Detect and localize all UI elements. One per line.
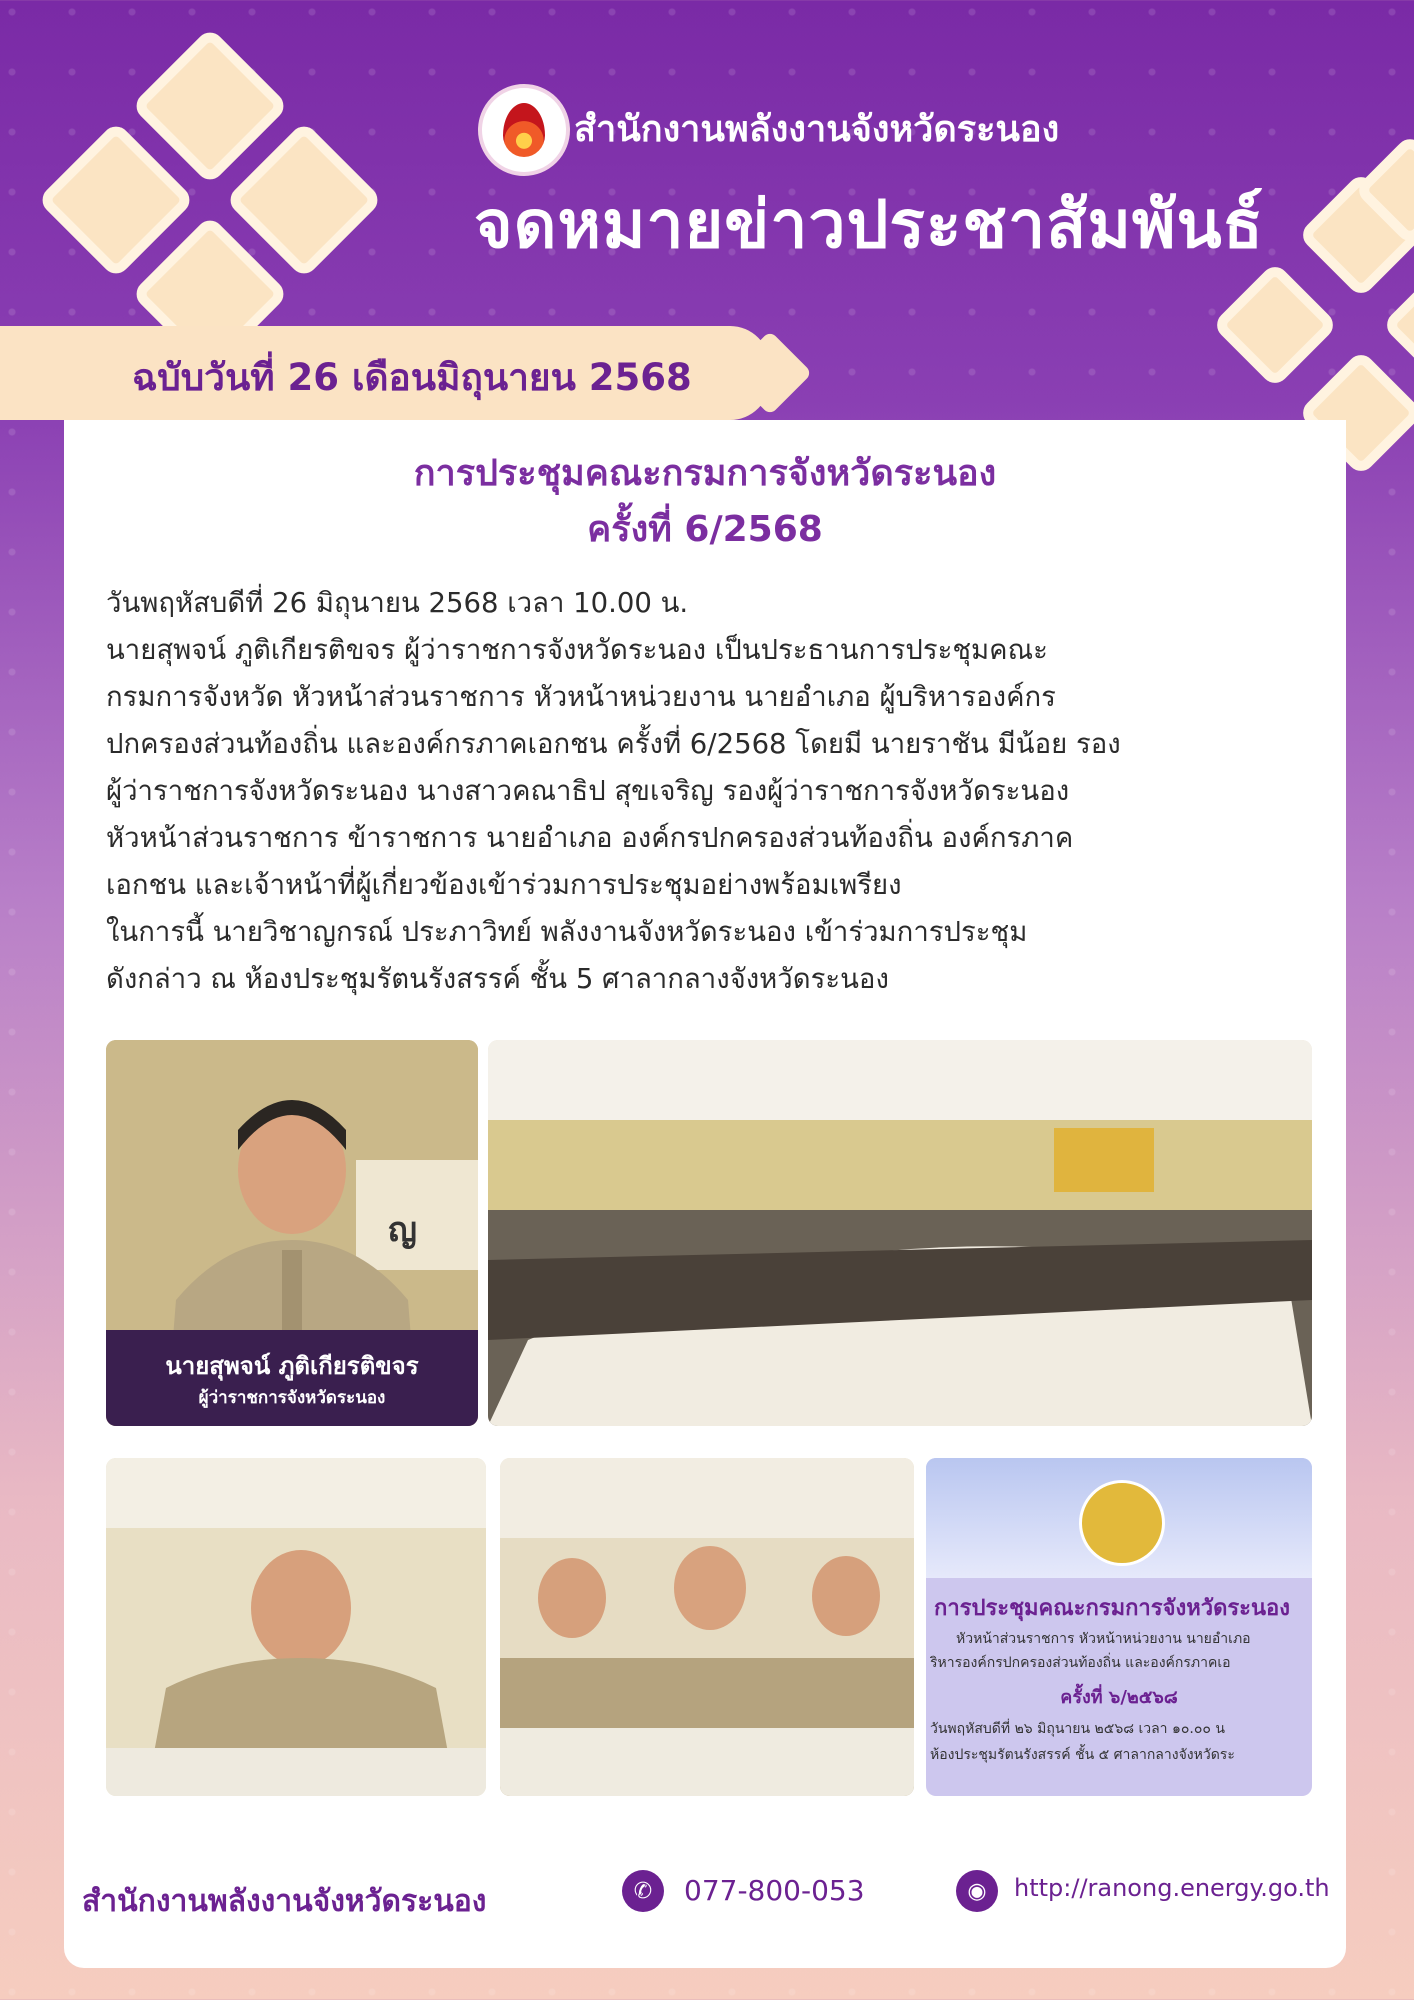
flower-ornament-topright <box>1370 150 1414 230</box>
screen-line: หัวหน้าส่วนราชการ หัวหน้าหน่วยงาน นายอำเภอ <box>956 1631 1251 1647</box>
governor-caption-name: นายสุพจน์ ภูติเกียรติขจร <box>165 1352 419 1380</box>
header-org-name: สำนักงานพลังงานจังหวัดระนอง <box>574 109 1060 150</box>
screen-line: ห้องประชุมรัตนรังสรรค์ ชั้น ๕ ศาลากลางจังหวัดระ <box>930 1747 1235 1763</box>
footer-website[interactable]: http://ranong.energy.go.th <box>1014 1874 1330 1902</box>
newsletter-title: จดหมายข่าวประชาสัมพันธ์ <box>474 186 1264 263</box>
article-paragraph: กรมการจังหวัด หัวหน้าส่วนราชการ หัวหน้าหน่วยงาน นายอำเภอ ผู้บริหารองค์กร <box>106 681 1056 713</box>
article-paragraph: ในการนี้ นายวิชาญกรณ์ ประภาวิทย์ พลังงานจังหวัดระนอง เข้าร่วมการประชุม <box>106 916 1028 948</box>
flower-ornament-topleft <box>70 60 330 320</box>
attendees-illustration <box>106 1458 486 1796</box>
province-seal-icon <box>1079 1480 1165 1566</box>
article-paragraph: ผู้ว่าราชการจังหวัดระนอง นางสาวคณาธิป สุขเจริญ รองผู้ว่าราชการจังหวัดระนอง <box>106 775 1070 807</box>
article-paragraph: วันพฤหัสบดีที่ 26 มิถุนายน 2568 เวลา 10.00 น. <box>106 587 689 619</box>
article-title-line1: การประชุมคณะกรมการจังหวัดระนอง <box>413 453 997 494</box>
article-paragraph: ดังกล่าว ณ ห้องประชุมรัตนรังสรรค์ ชั้น 5 ศาลากลางจังหวัดระนอง <box>106 963 889 995</box>
energy-office-logo <box>478 84 570 176</box>
footer-org-name: สำนักงานพลังงานจังหวัดระนอง <box>82 1884 487 1919</box>
photo-meeting-room <box>488 1040 1312 1426</box>
globe-icon: ◉ <box>956 1870 998 1912</box>
article-paragraph: หัวหน้าส่วนราชการ ข้าราชการ นายอำเภอ องค์กรปกครองส่วนท้องถิ่น องค์กรภาค <box>106 822 1074 854</box>
screen-line: วันพฤหัสบดีที่ ๒๖ มิถุนายน ๒๕๖๘ เวลา ๑๐.๐๐ น <box>930 1721 1225 1737</box>
attendees-group-illustration <box>500 1458 914 1796</box>
screen-line: ริหารองค์กรปกครองส่วนท้องถิ่น และองค์กรภาคเอ <box>930 1655 1231 1671</box>
article-paragraph: เอกชน และเจ้าหน้าที่ผู้เกี่ยวข้องเข้าร่วมการประชุมอย่างพร้อมเพรียง <box>106 869 902 901</box>
issue-date: ฉบับวันที่ 26 เดือนมิถุนายน 2568 <box>132 356 692 399</box>
footer-phone: 077-800-053 <box>684 1874 865 1907</box>
photo-attendees-2 <box>500 1458 914 1796</box>
article-paragraph: นายสุพจน์ ภูติเกียรติขจร ผู้ว่าราชการจังหวัดระนอง เป็นประธานการประชุมคณะ <box>106 634 1048 666</box>
meeting-room-illustration <box>488 1040 1312 1426</box>
article-title-line2: ครั้งที่ 6/2568 <box>587 509 823 550</box>
photo-attendees-1 <box>106 1458 486 1796</box>
nameplate-fragment: ญ <box>388 1210 417 1250</box>
article-paragraph: ปกครองส่วนท้องถิ่น และองค์กรภาคเอกชน ครั้งที่ 6/2568 โดยมี นายราชัน มีน้อย รอง <box>106 728 1121 760</box>
governor-caption-title: ผู้ว่าราชการจังหวัดระนอง <box>198 1388 386 1408</box>
flame-icon <box>503 103 545 157</box>
screen-number: ครั้งที่ ๖/๒๕๖๘ <box>1060 1687 1178 1708</box>
photo-governor <box>106 1040 478 1426</box>
photo-presentation-screen <box>926 1458 1312 1796</box>
screen-title: การประชุมคณะกรมการจังหวัดระนอง <box>934 1596 1290 1621</box>
phone-icon: ✆ <box>622 1870 664 1912</box>
